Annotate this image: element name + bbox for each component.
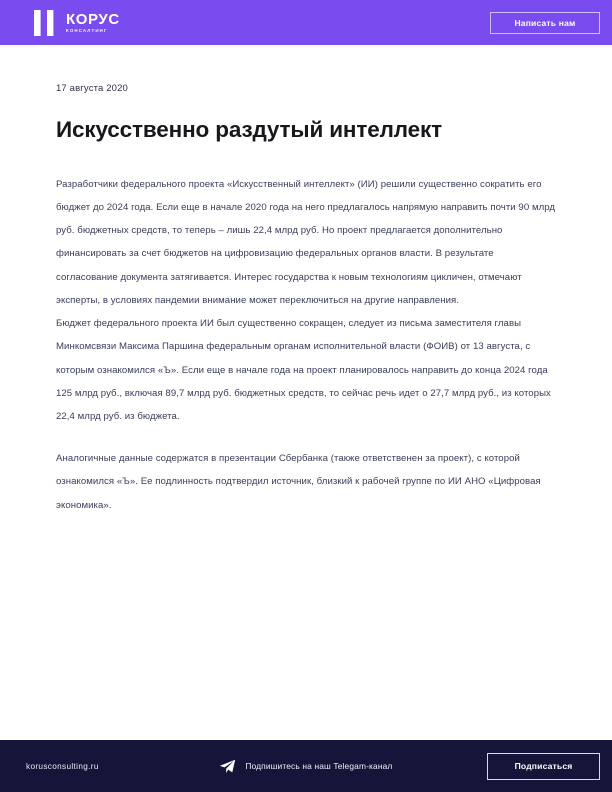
telegram-paper-plane-icon (219, 759, 236, 774)
site-footer (0, 740, 612, 792)
footer-cta-text: Подпишитесь на наш Telegam-канал (245, 761, 393, 771)
article-body (56, 173, 556, 517)
article-paragraph: Аналогичные данные содержатся в презентации Сбербанка (также ответственен за проект), с которой ознакомился «Ъ». Ее подлинность подтвердил источник, близкий к рабочей группе по ИИ АНО «Цифровая экономика». (56, 453, 541, 511)
footer-telegram-promo (125, 759, 487, 774)
brand-name: КОРУС (66, 10, 120, 28)
brand-logo[interactable] (34, 10, 120, 36)
korus-k-mark-icon (34, 10, 58, 36)
footer-site-url[interactable]: korusconsulting.ru (26, 761, 99, 771)
brand-subtitle: КОНСАЛТИНГ (66, 28, 108, 34)
page-title: Искусственно раздутый интеллект (56, 117, 442, 142)
article-date: 17 августа 2020 (56, 83, 128, 94)
article-paragraph: Бюджет федерального проекта ИИ был существенно сокращен, следует из письма заместителя главы Минкомсвязи Максима Паршина федеральным органам исполнительной власти (ФОИВ) от 13 августа, с которым ознакомился «Ъ». Если еще в начале года на проект планировалось направить до конца 2024 года 125 млрд руб., включая 89,7 млрд руб. бюджетных средств, то сейчас речь идет о 27,7 млрд руб., из которых 22,4 млрд руб. из бюджета. (56, 318, 551, 422)
site-header (0, 0, 612, 45)
article-content (0, 45, 612, 740)
contact-us-button[interactable]: Написать нам (490, 12, 600, 34)
article-paragraph: Разработчики федерального проекта «Искусственный интеллект» (ИИ) решили существенно сократить его бюджет до 2024 года. Если еще в начале 2020 года на него предлагалось напрямую направить почти 90 млрд руб. бюджетных средств, то теперь – лишь 22,4 млрд руб. Но проект предлагается дополнительно финансировать за счет бюджетов на цифровизацию федеральных органов власти. В результате согласование документа затягивается. Интерес государства к новым технологиям цикличен, отмечают эксперты, в условиях пандемии внимание может переключиться на другие направления. (56, 178, 556, 306)
subscribe-button[interactable]: Подписаться (487, 753, 600, 780)
brand-wordmark (66, 12, 120, 34)
